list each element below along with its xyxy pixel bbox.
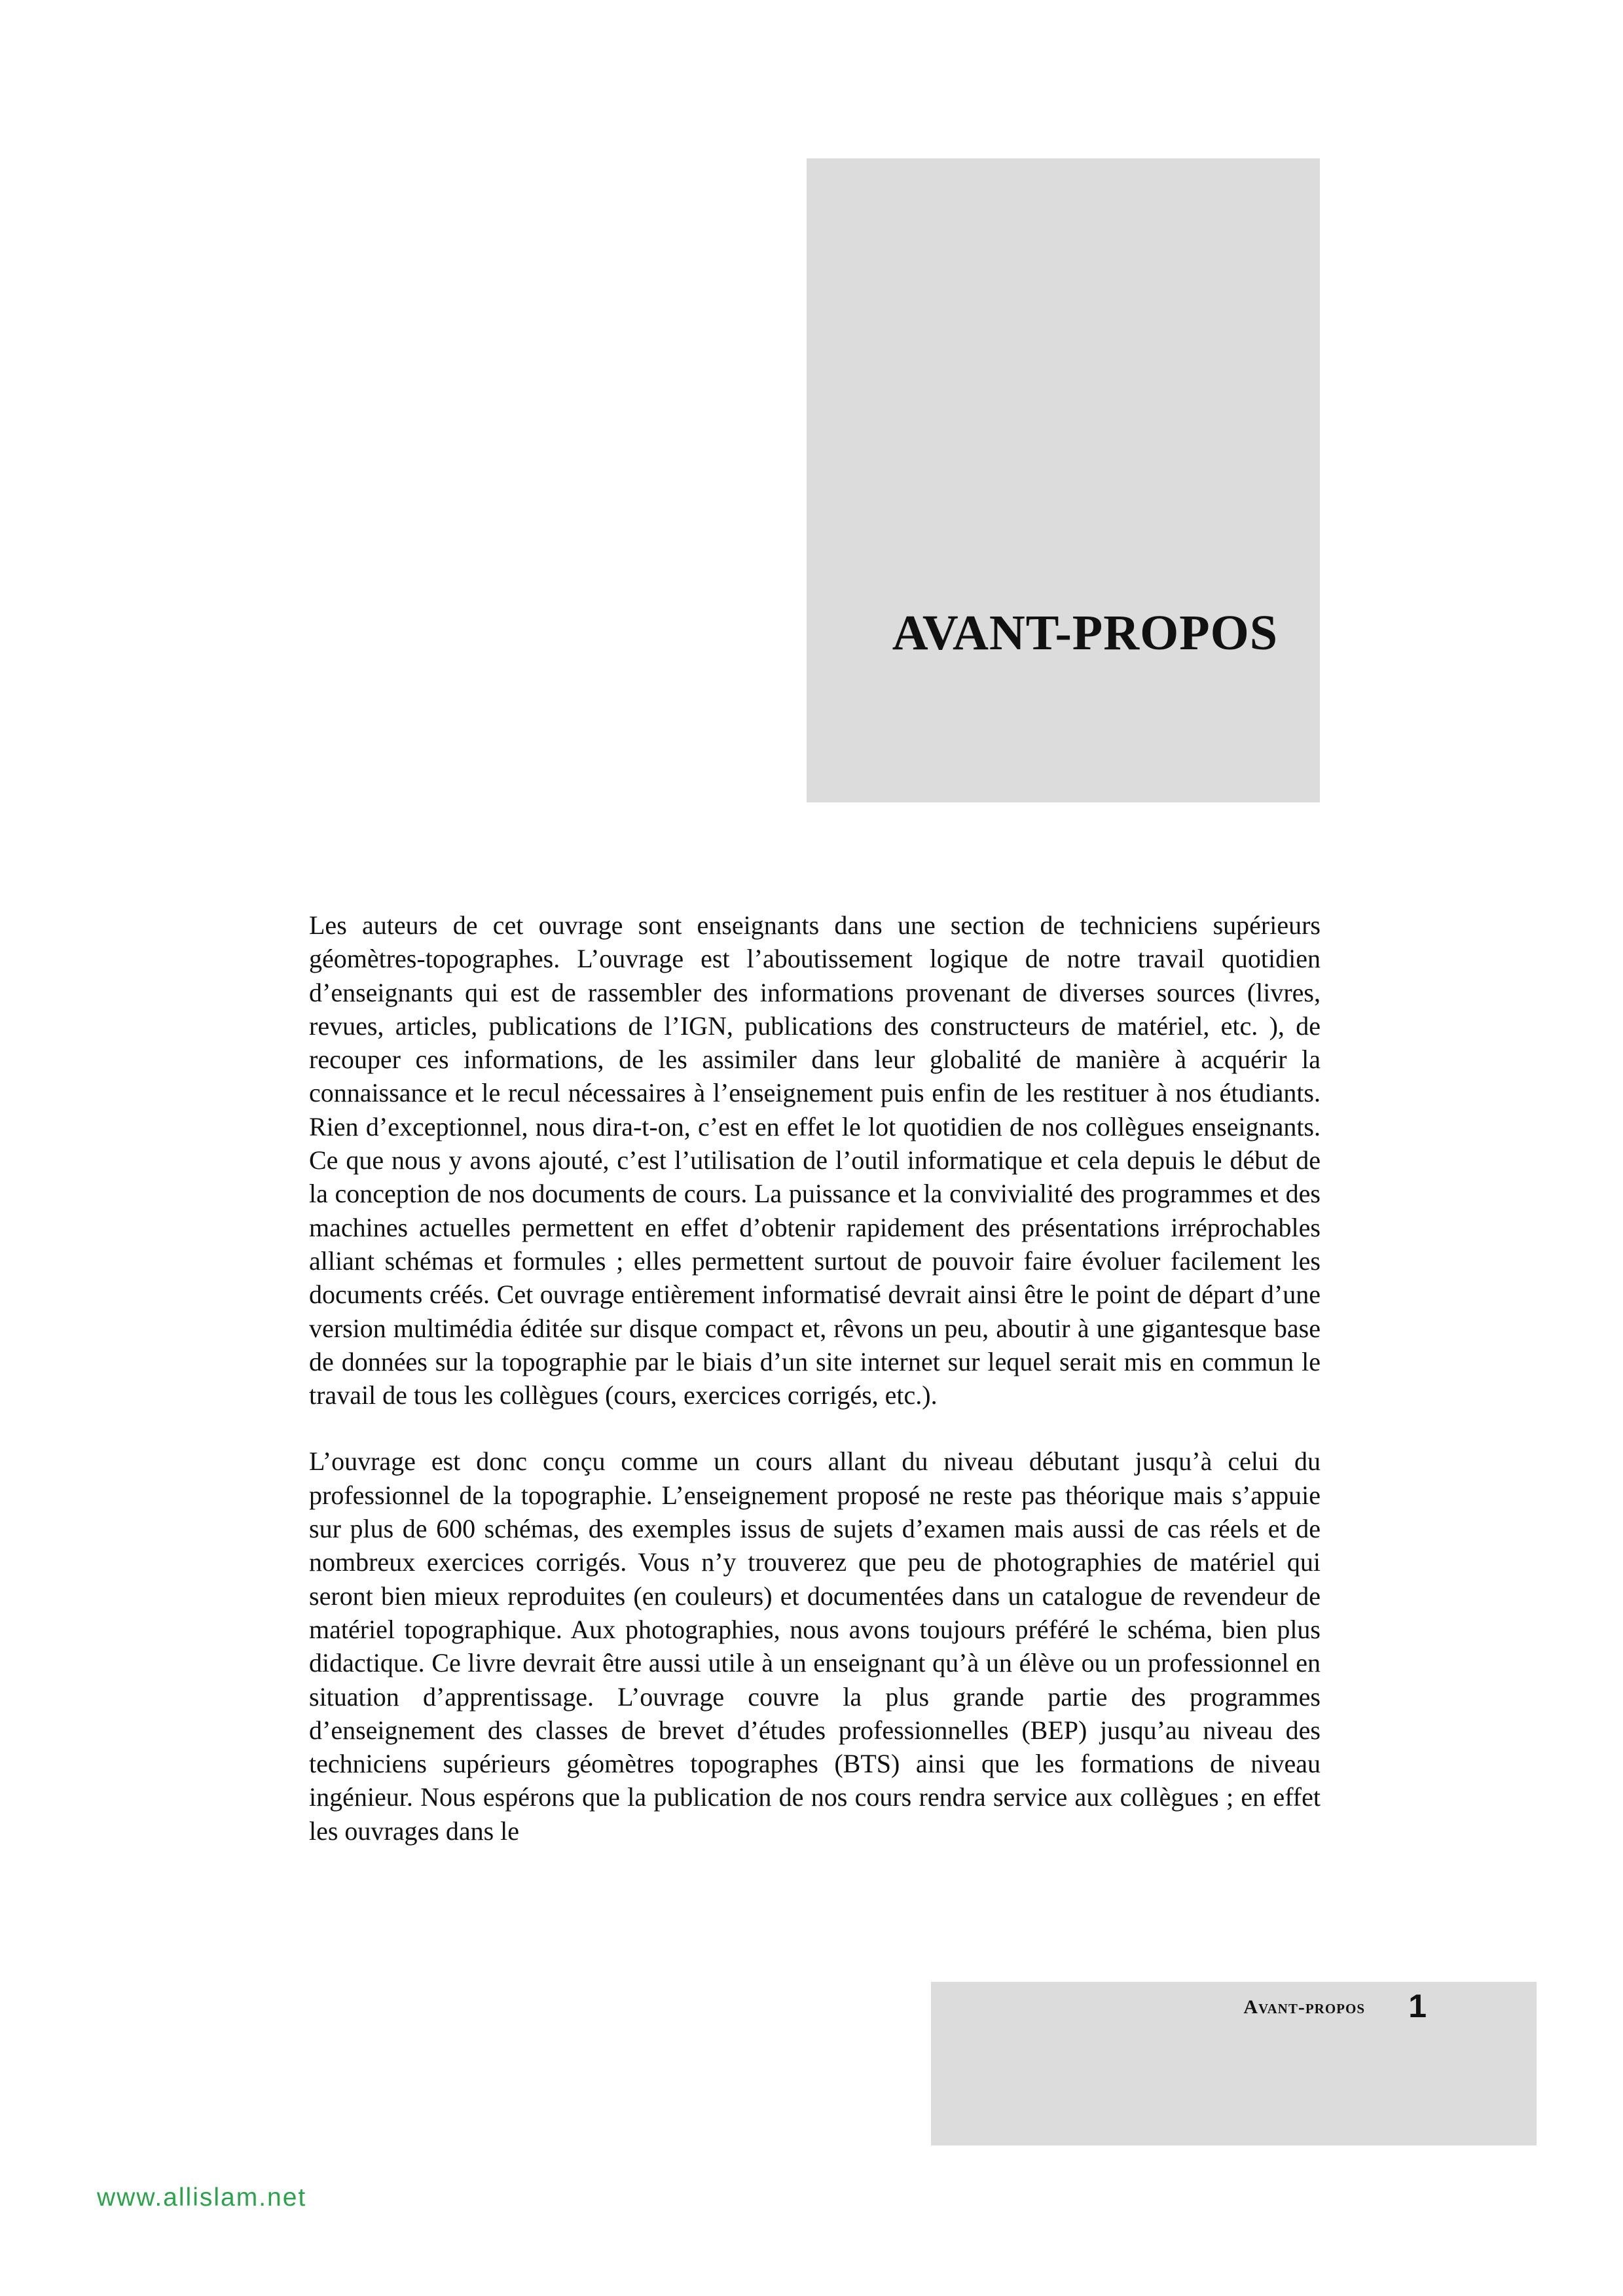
paragraph-2: L’ouvrage est donc conçu comme un cours allant du niveau débutant jusqu’à celui du professionnel de la topographie. L’enseignement proposé ne reste pas théorique mais s’appuie sur plus de 600 schémas, des exemples issus de sujets d’examen mais aussi de cas réels et de nombreux exercices corrigés. Vous n’y trouverez que peu de photographies de matériel qui seront bien mieux reproduites (en couleurs) et documentées dans un catalogue de revendeur de matériel topographique. Aux photographies, nous avons toujours préféré le schéma, bien plus didactique. Ce livre devrait être aussi utile à un enseignant qu’à un élève ou un professionnel en situation d’apprentissage. L’ouvrage couvre la plus grande partie des programmes d’enseignement des classes de brevet d’études professionnelles (BEP) jusqu’au niveau des techniciens supérieurs géomètres topographes (BTS) ainsi que les formations de niveau ingénieur. Nous espérons que la publication de nos cours rendra service aux collègues ; en effet les ouvrages dans le [309, 1446, 1321, 1846]
paragraph-1: Les auteurs de cet ouvrage sont enseignants dans une section de techniciens supérieurs géomètres-topographes. L’ouvrage est l’aboutissement logique de notre travail quotidien d’enseignants qui est de rassembler des informations provenant de diverses sources (livres, revues, articles, publications de l’IGN, publications des constructeurs de matériel, etc. ), de recouper ces informations, de les assimiler dans leur globalité de manière à acquérir la connaissance et le recul nécessaires à l’enseignement puis enfin de les restituer à nos étudiants. Rien d’exceptionnel, nous dira-t-on, c’est en effet le lot quotidien de nos collègues enseignants. Ce que nous y avons ajouté, c’est l’utilisation de l’outil informatique et cela depuis le début de la conception de nos documents de cours. La puissance et la convivialité des programmes et des machines actuelles permettent en effet d’obtenir rapidement des présentations irréprochables alliant schémas et formules ; elles permettent surtout de pouvoir faire évoluer facilement les documents créés. Cet ouvrage entièrement informatisé devrait ainsi être le point de départ d’une version multimédia éditée sur disque compact et, rêvons un peu, aboutir à une gigantesque base de données sur la topographie par le biais d’un site internet sur lequel serait mis en commun le travail de tous les collègues (cours, exercices corrigés, etc.). [309, 910, 1321, 1410]
page-number: 1 [1408, 1988, 1427, 2024]
body-text [309, 908, 1321, 1880]
running-head: Avant-propos [1243, 1996, 1365, 2018]
watermark-url: www.allislam.net [97, 2183, 307, 2212]
footer-panel [931, 1982, 1537, 2145]
chapter-title: AVANT-PROPOS [892, 605, 1278, 660]
chapter-title-panel [807, 158, 1320, 802]
